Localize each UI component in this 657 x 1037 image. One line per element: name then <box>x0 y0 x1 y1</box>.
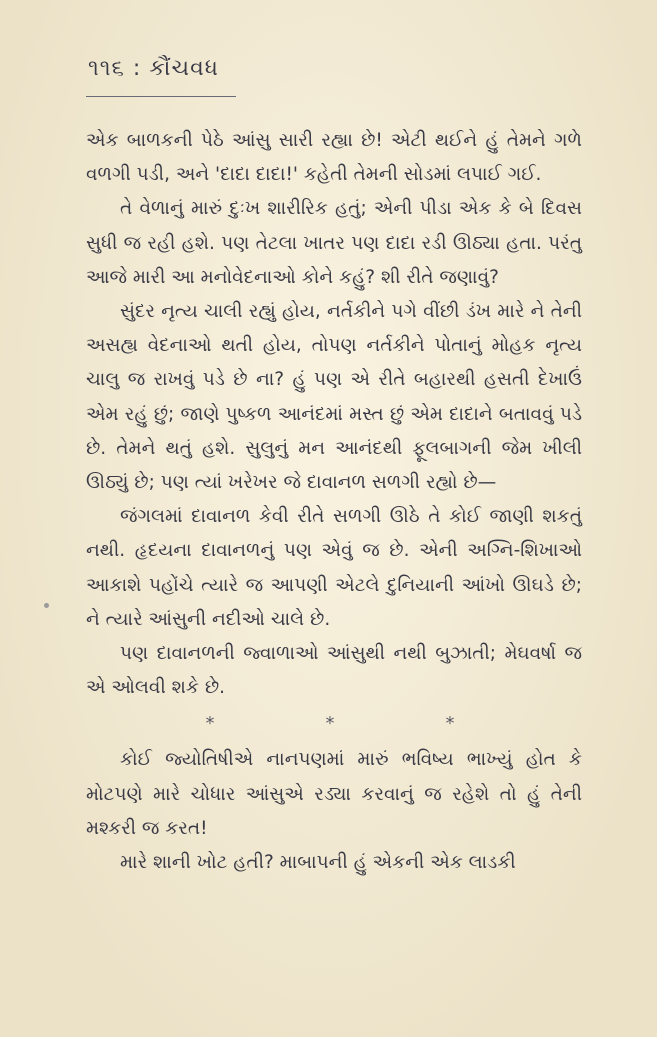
paragraph-2: તે વેળાનું મારું દુઃખ શારીરિક હતું; એની પીડા એક કે બે દિવસ સુધી જ રહી હશે. પણ તેટલા ખાતર પણ દાદા રડી ઊઠ્યા હતા. પરંતુ આજે મારી આ મનોવેદનાઓ કોને કહું? શી રીતે જણાવું? <box>86 198 582 288</box>
paragraph-4: જંગલમાં દાવાનળ કેવી રીતે સળગી ઊઠે તે કોઈ જાણી શકતું નથી. હૃદયના દાવાનળનું પણ એવું જ છે. એની અગ્નિ-શિખાઓ આકાશે પહોંચે ત્યારે જ આપણી એટલે દુનિયાની આંખો ઊઘડે છે; ને ત્યારે આંસુની નદીઓ ચાલે છે. <box>86 506 582 630</box>
header-underline <box>86 96 236 97</box>
separator-star: * <box>445 713 455 735</box>
paragraph-3: સુંદર નૃત્ય ચાલી રહ્યું હોય, નર્તકીને પગે વીંછી ડંખ મારે ને તેની અસહ્ય વેદનાઓ થતી હોય, તોપણ નર્તકીને પોતાનું મોહક નૃત્ય ચાલુ જ રાખવું પડે છે ના? હું પણ એ રીતે બહારથી હસતી દેખાઉં એમ રહું છું; જાણે પુષ્કળ આનંદમાં મસ્ત છું એમ દાદાને બતાવવું પડે છે. તેમને થતું હશે. સુલુનું મન આનંદથી ફૂલબાગની જેમ ખીલી ઊઠ્યું છે; પણ ત્યાં ખરેખર જે દાવાનળ સળગી રહ્યો છે— <box>86 301 582 494</box>
paragraph-7: મારે શાની ખોટ હતી? માબાપની હું એકની એક લાડકી <box>120 852 516 874</box>
margin-ink-dot <box>44 603 49 608</box>
page-body <box>86 124 582 880</box>
separator-star: * <box>325 713 335 735</box>
running-head: ૧૧૬ : કૌંચવધ <box>88 56 219 81</box>
paragraph-5: પણ દાવાનળની જ્વાળાઓ આંસુથી નથી બુઝાતી; મેઘવર્ષા જ એ ઓલવી શકે છે. <box>86 643 582 699</box>
paragraph-1: એક બાળકની પેઠે આંસુ સારી રહ્યા છે! એટી થઈને હું તેમને ગળે વળગી પડી, અને 'દાદા દાદા!' કહેતી તેમની સોડમાં લપાઈ ગઈ. <box>86 130 582 186</box>
paragraph-6: કોઈ જ્યોતિષીએ નાનપણમાં મારું ભવિષ્ય ભાખ્યું હોત કે મોટપણે મારે ચોધાર આંસુએ રડ્યા કરવાનું જ રહેશે તો હું તેની મશ્કરી જ કરત! <box>86 749 582 839</box>
section-separator <box>150 709 510 739</box>
separator-star: * <box>205 713 215 735</box>
